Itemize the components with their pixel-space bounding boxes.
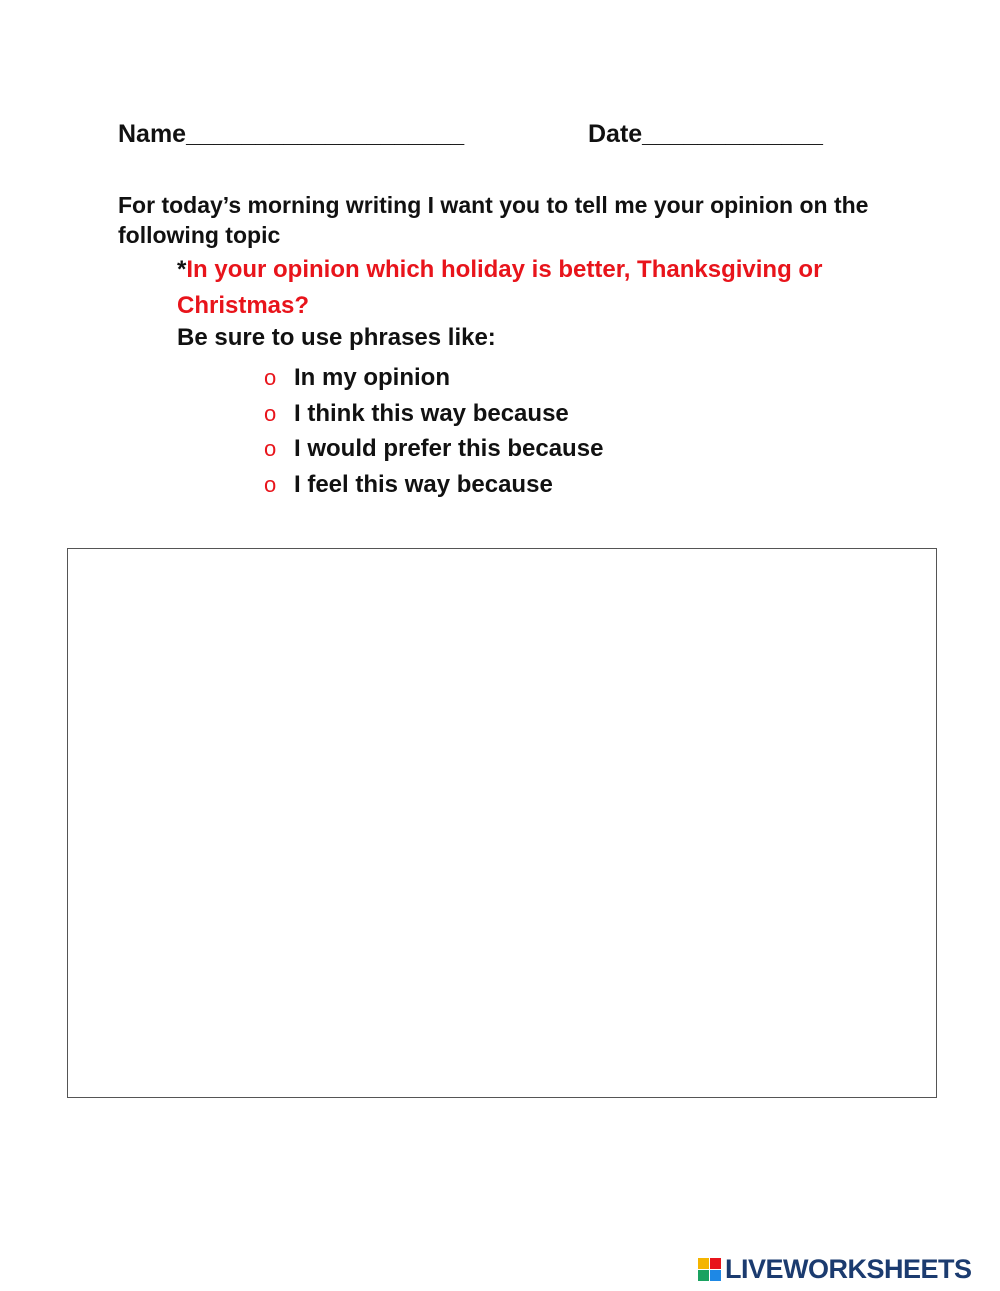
liveworksheets-logo [698,1252,972,1286]
topic-prompt [177,252,897,324]
phrase-text: I feel this way because [294,471,553,499]
list-item [264,467,603,503]
list-item [264,360,603,396]
logo-blocks-icon [698,1258,721,1281]
intro-text: For today’s morning writing I want you to tell me your opinion on the following topic [118,192,869,248]
list-item [264,396,603,432]
circle-bullet-icon: o [264,365,277,390]
list-item [264,431,603,467]
date-field[interactable]: Date_____________ [588,120,823,148]
answer-text-box[interactable] [67,548,937,1098]
phrase-text: I would prefer this because [294,435,604,463]
name-field[interactable]: Name____________________ [118,120,465,148]
phrase-text: In my opinion [294,364,450,391]
phrase-text: I think this way because [294,399,569,427]
brand-name: LIVEWORKSHEETS [725,1253,972,1284]
circle-bullet-icon: o [264,436,277,462]
phrase-list [264,360,603,503]
phrase-reminder: Be sure to use phrases like: [177,324,496,351]
topic-question: In your opinion which holiday is better, Thanksgiving or Christmas? [177,256,823,319]
topic-marker: * [177,256,187,283]
circle-bullet-icon: o [264,472,277,498]
circle-bullet-icon: o [264,400,277,426]
